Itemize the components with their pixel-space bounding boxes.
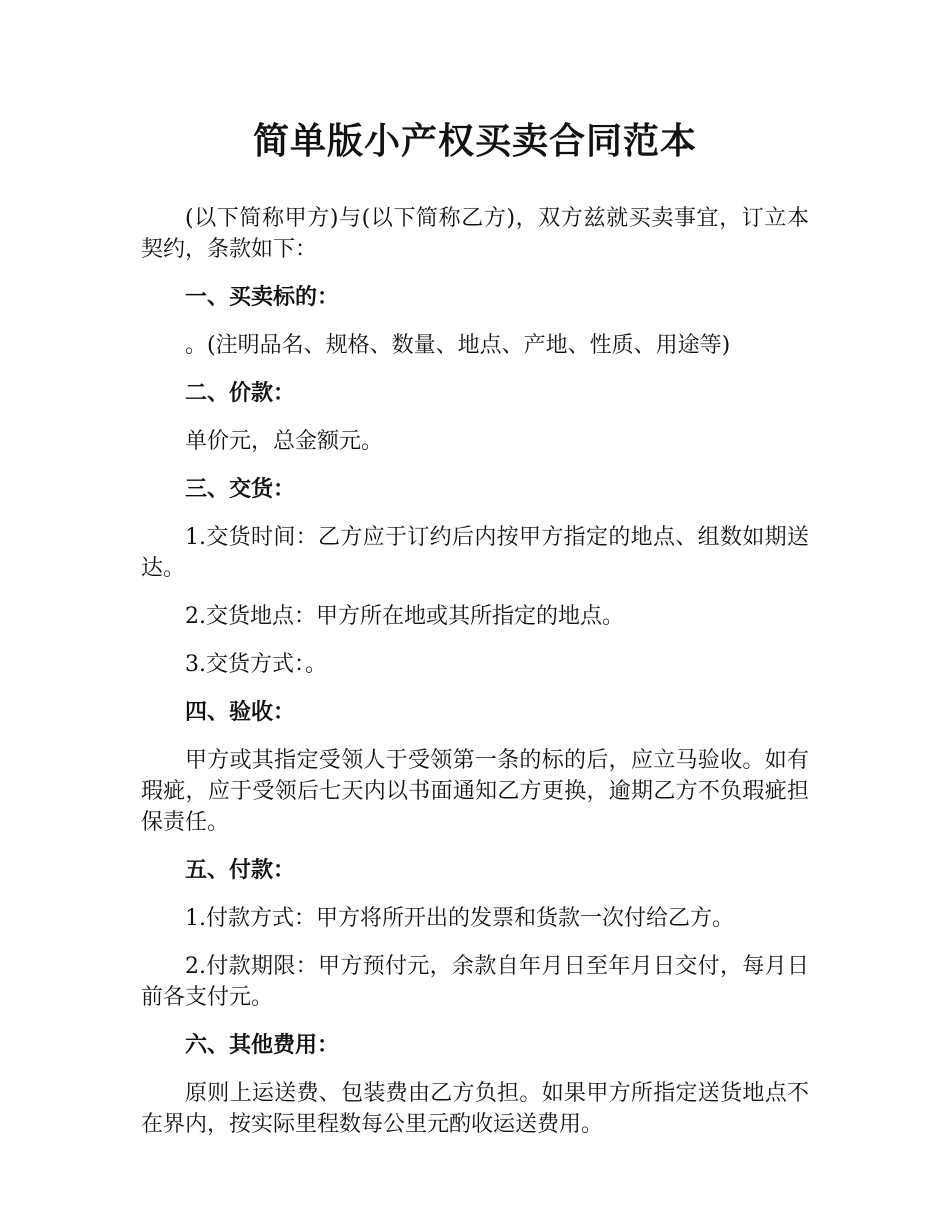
section-heading: 四、验收： [185, 700, 296, 725]
section-heading: 二、价款： [185, 381, 296, 406]
section-heading: 三、交货： [185, 477, 296, 502]
section-paragraph: 单价元，总金额元。 [185, 429, 384, 454]
section-inspection [141, 697, 809, 838]
section-paragraph: 2.付款期限：甲方预付元，余款自年月日至年月日交付，每月日前各支付元。 [141, 954, 809, 1010]
section-paragraph: 3.交货方式：。 [185, 652, 327, 677]
section-price [141, 378, 809, 457]
section-paragraph: 。(注明品名、规格、数量、地点、产地、性质、用途等) [185, 333, 731, 358]
section-paragraph: 2.交货地点：甲方所在地或其所指定的地点。 [185, 604, 624, 629]
section-paragraph: 1.交货时间：乙方应于订约后内按甲方指定的地点、组数如期送达。 [141, 525, 809, 581]
section-heading: 一、买卖标的： [185, 285, 340, 310]
section-subject [141, 282, 809, 361]
document-title: 简单版小产权买卖合同范本 [252, 121, 697, 162]
section-paragraph: 原则上运送费、包装费由乙方负担。如果甲方所指定送货地点不在界内，按实际里程数每公里元酌收运送费用。 [141, 1081, 809, 1137]
section-paragraph: 1.付款方式：甲方将所开出的发票和货款一次付给乙方。 [185, 906, 734, 931]
section-paragraph: 甲方或其指定受领人于受领第一条的标的后，应立马验收。如有瑕疵，应于受领后七天内以书面通知乙方更换，逾期乙方不负瑕疵担保责任。 [141, 748, 809, 835]
section-heading: 六、其他费用： [185, 1033, 340, 1058]
section-heading: 五、付款： [185, 858, 296, 883]
document-body [141, 203, 809, 1157]
section-delivery [141, 474, 809, 680]
section-other-fees [141, 1030, 809, 1140]
section-payment [141, 855, 809, 1013]
intro-paragraph: (以下简称甲方)与(以下简称乙方)，双方兹就买卖事宜，订立本契约，条款如下： [141, 206, 809, 262]
